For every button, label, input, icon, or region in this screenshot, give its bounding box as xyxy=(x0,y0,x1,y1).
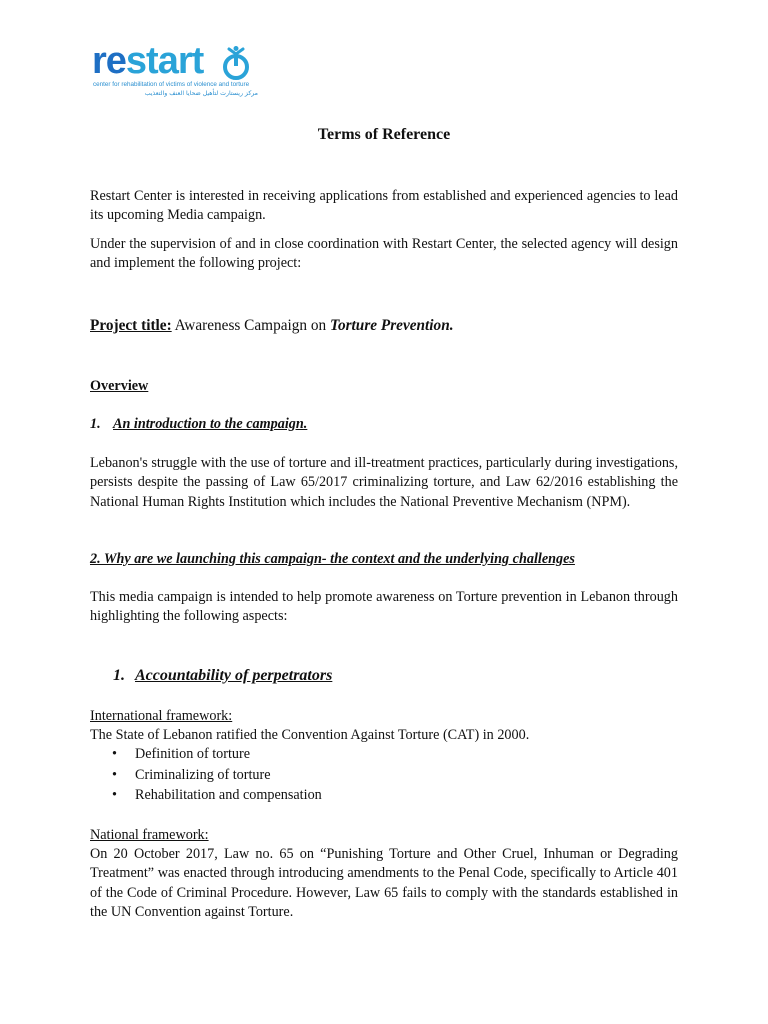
list-item: • Rehabilitation and compensation xyxy=(90,785,322,806)
list-item: • Criminalizing of torture xyxy=(90,765,322,786)
intro-paragraph-1: Restart Center is interested in receiving applications from established and experienced agencies to lead its upcoming Media campaign. xyxy=(90,188,678,224)
section-2-heading: 2. Why are we launching this campaign- the context and the underlying challenges xyxy=(90,551,575,567)
section-1-body: Lebanon's struggle with the use of torture and ill-treatment practices, particularly during investigations, persists despite the passing of Law 65/2017 criminalizing torture, and Law 62/2016 establishing the National Human Rights Institution which includes the National Preventive Mechanism (NPM). xyxy=(90,455,678,510)
section-1-heading xyxy=(90,415,678,434)
framework-bullet-list xyxy=(90,744,322,806)
aspect-1-number: 1. xyxy=(113,667,125,684)
document-title: Terms of Reference xyxy=(317,126,451,143)
national-framework-body: On 20 October 2017, Law no. 65 on “Punishing Torture and Other Cruel, Inhuman or Degrading Treatment” was enacted through introducing amendments to the Penal Code, specifically to Article 401 of the Code of Criminal Procedure. However, Law 65 fails to comply with the standards established in the UN Convention against Torture. xyxy=(90,846,678,920)
national-framework-label: National framework: xyxy=(90,827,209,843)
international-framework-body: The State of Lebanon ratified the Convention Against Torture (CAT) in 2000. xyxy=(90,727,530,743)
power-person-icon xyxy=(220,46,252,82)
aspect-1-heading xyxy=(90,666,678,685)
project-title-text: Awareness Campaign on xyxy=(171,317,331,334)
overview-heading: Overview xyxy=(90,378,149,394)
restart-logo xyxy=(92,42,272,110)
logo-arabic-tagline: مركز ريستارت لتأهيل ضحايا العنف والتعذيب xyxy=(144,90,258,97)
section-2-body: This media campaign is intended to help promote awareness on Torture prevention in Lebanon through highlighting the following aspects: xyxy=(90,589,678,625)
list-item: • Definition of torture xyxy=(90,744,322,765)
international-framework-label: International framework: xyxy=(90,708,233,724)
section-1-number: 1. xyxy=(90,416,101,432)
project-title-emphasis: Torture Prevention. xyxy=(330,317,454,334)
section-1-title: An introduction to the campaign. xyxy=(113,416,308,432)
intro-paragraph-2: Under the supervision of and in close coordination with Restart Center, the selected agency will design and implement the following project: xyxy=(90,236,678,272)
logo-tagline: center for rehabilitation of victims of violence and torture xyxy=(93,81,250,88)
logo-wordmark: restart xyxy=(92,40,204,82)
aspect-1-title: Accountability of perpetrators xyxy=(135,667,333,684)
project-title-label: Project title: xyxy=(90,317,172,334)
project-title-line xyxy=(90,316,678,335)
